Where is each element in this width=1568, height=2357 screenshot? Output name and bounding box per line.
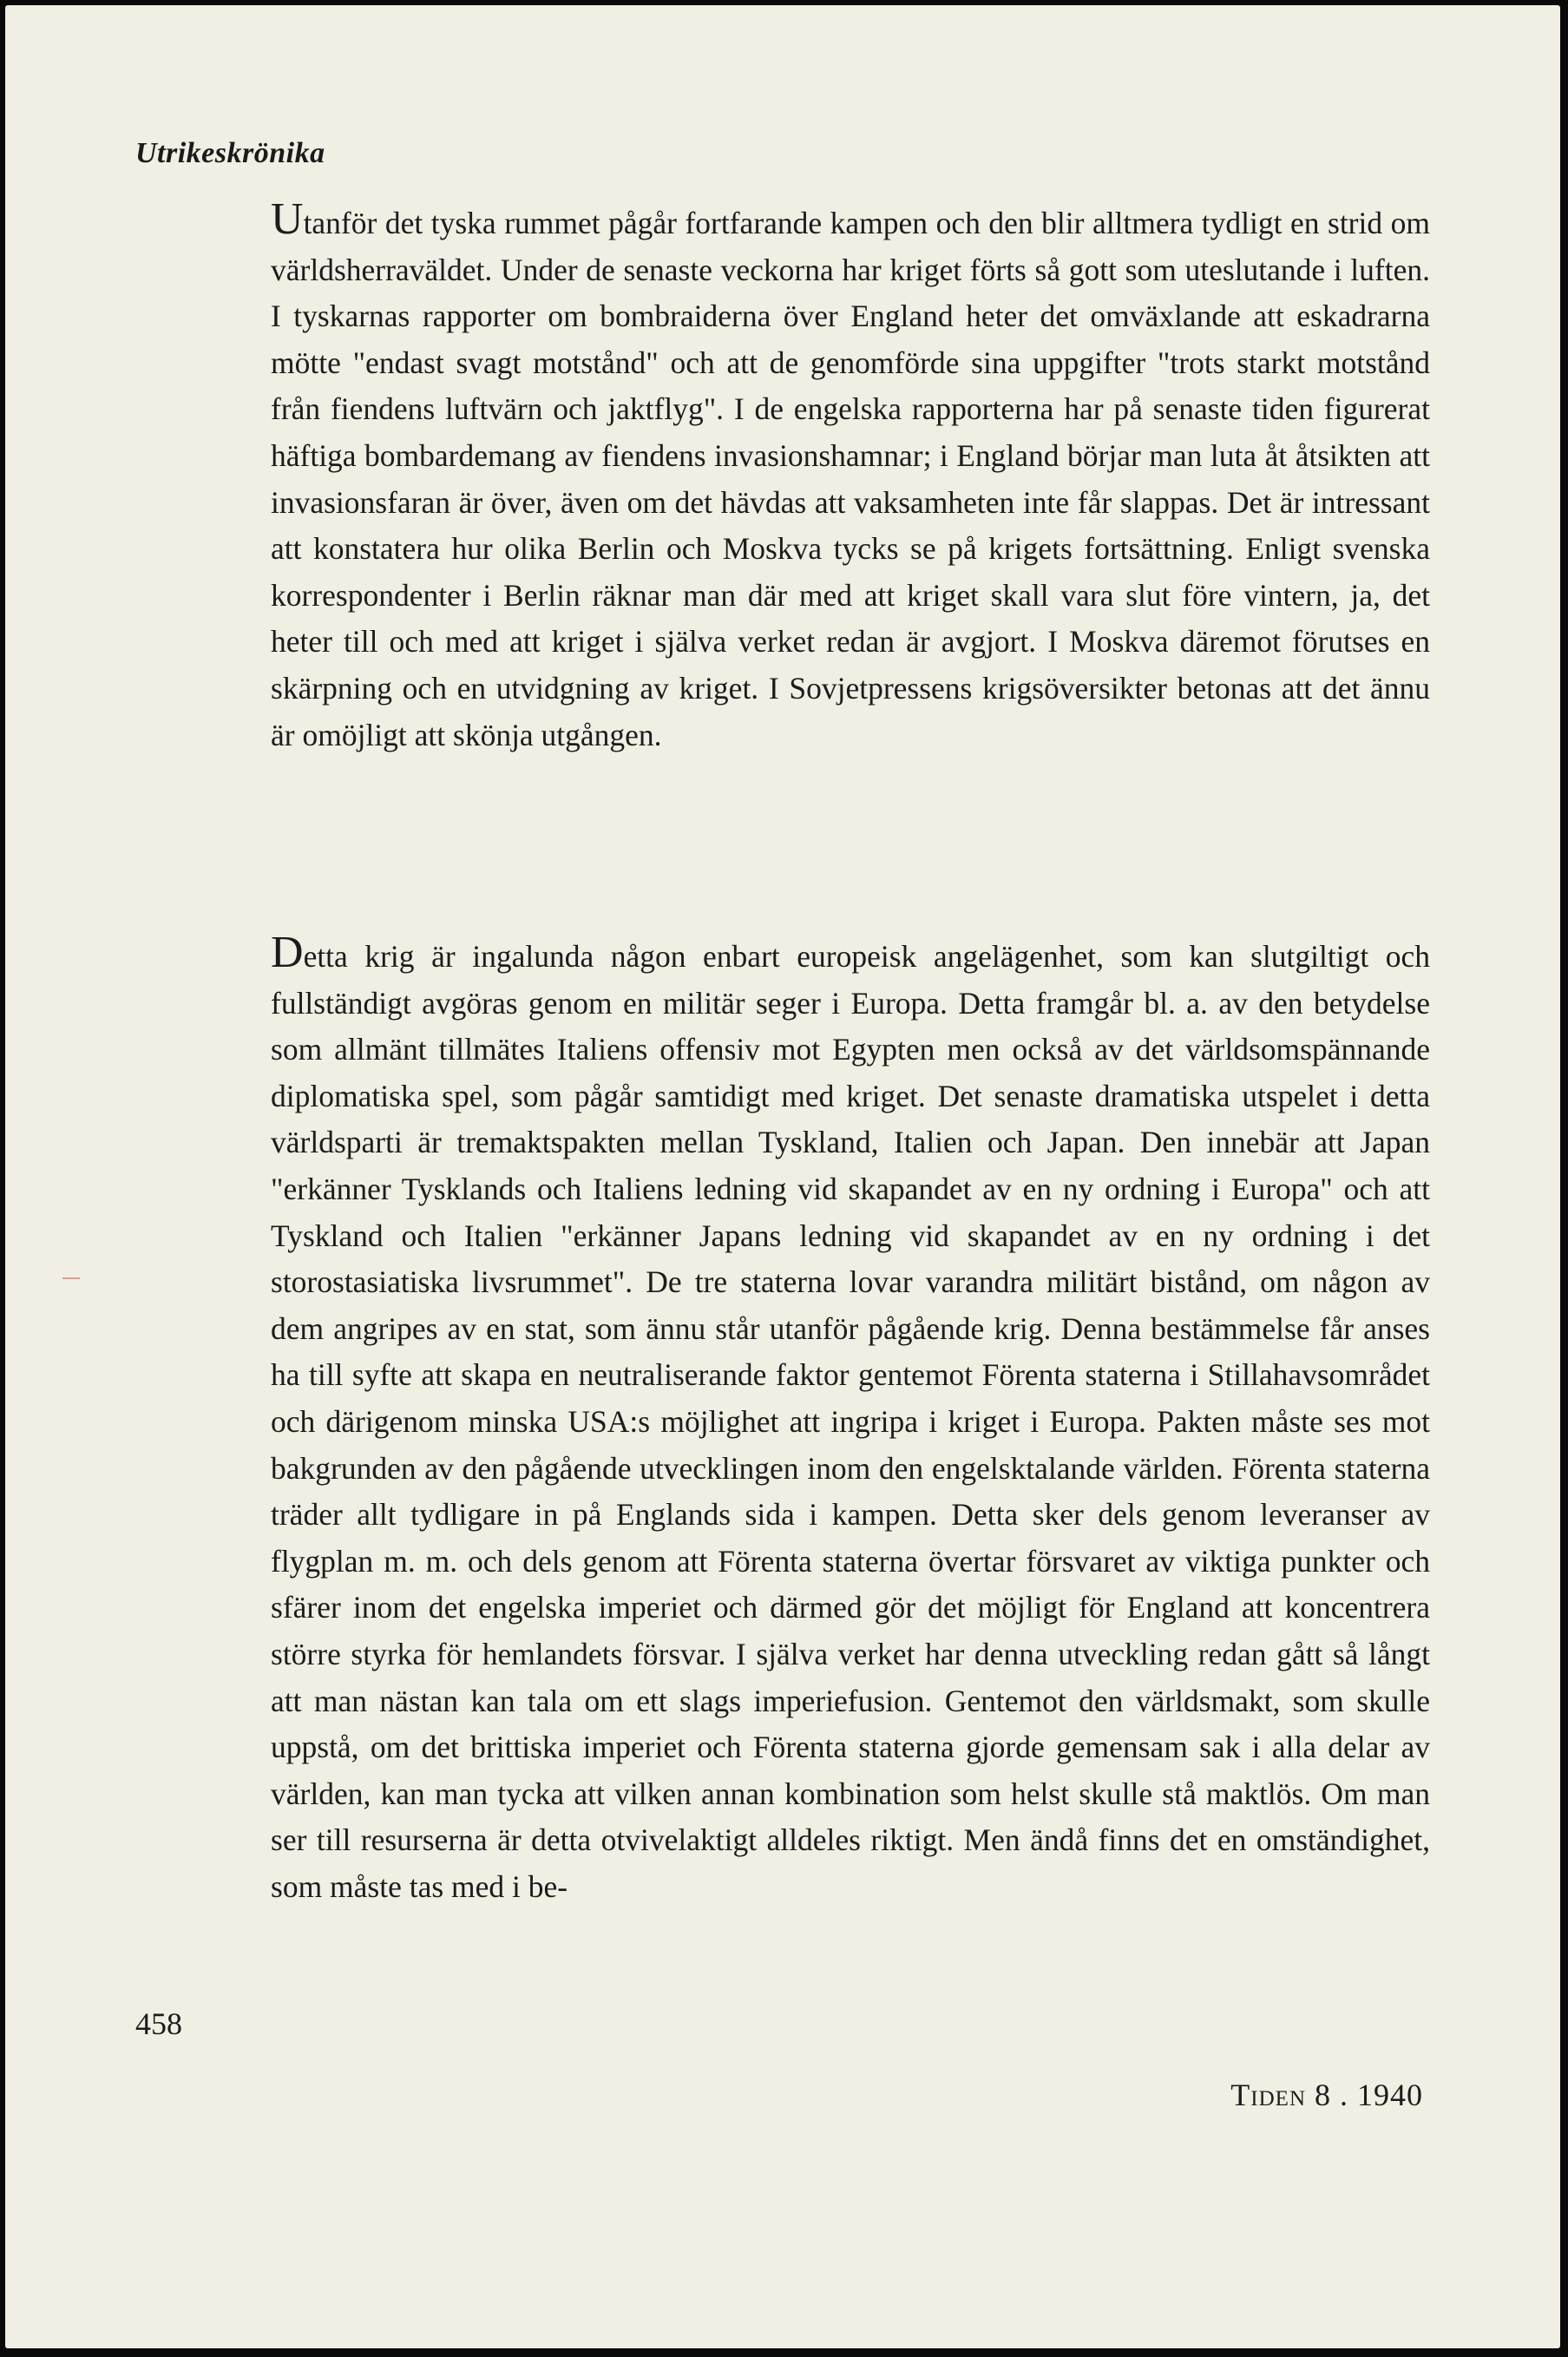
- journal-name: Tiden: [1230, 2078, 1306, 2112]
- issue-year: 1940: [1357, 2078, 1423, 2112]
- paragraph-text: tanför det tyska rummet pågår fortfarande kampen och den blir alltmera tydligt en strid om världsherraväldet. Under de senaste veckorna har kriget förts så gott som uteslutande i luften. I tyskarnas rapporter om bombraiderna över England heter det omväxlande att eskadrarna mötte "endast svagt motstånd" och att de genomförde sina uppgifter "trots starkt motstånd från fiendens luftvärn och jaktflyg". I de engelska rapporterna har på senaste tiden figurerat häftiga bombardemang av fiendens invasionshamnar; i England börjar man luta åt åtsikten att invasionsfaran är över, även om det hävdas att vaksamheten inte får slappas. Det är intressant att konstatera hur olika Berlin och Moskva tycks se på krigets fortsättning. Enligt svenska korrespondenter i Berlin räknar man där med att kriget skall vara slut före vintern, ja, det heter till och med att kriget i själva verket redan är avgjort. I Moskva däremot förutses en skärpning och en utvidgning av kriget. I Sovjetpressens krigsöversikter betonas att det ännu är omöjligt att skönja utgången.: [271, 206, 1430, 752]
- margin-mark: [62, 1277, 80, 1279]
- page-number: 458: [135, 2006, 182, 2041]
- issue-number: 8: [1315, 2078, 1331, 2112]
- drop-initial: D: [271, 928, 304, 977]
- drop-initial: U: [271, 194, 304, 244]
- paragraph-1: [271, 194, 1430, 758]
- journal-issue-line: [1230, 2077, 1423, 2113]
- section-label: Utrikeskrönika: [135, 137, 325, 169]
- issue-separator: .: [1340, 2078, 1348, 2112]
- document-page: [5, 5, 1560, 2348]
- paragraph-text: etta krig är ingalunda någon enbart europeisk angelägenhet, som kan slutgiltigt och fullständigt avgöras genom en militär seger i Europa. Detta framgår bl. a. av den betydelse som allmänt tillmätes Italiens offensiv mot Egypten men också av det världsomspännande diplomatiska spel, som pågår samtidigt med kriget. Det senaste dramatiska utspelet i detta världsparti är tremaktspakten mellan Tyskland, Italien och Japan. Den innebär att Japan "erkänner Tysklands och Italiens ledning vid skapandet av en ny ordning i Europa" och att Tyskland och Italien "erkänner Japans ledning vid skapandet av en ny ordning i det storostasiatiska livsrummet". De tre staterna lovar varandra militärt bistånd, om någon av dem angripes av en stat, som ännu står utanför pågående krig. Denna bestämmelse får anses ha till syfte att skapa en neutraliserande faktor gentemot Förenta staterna i Stillahavsområdet och därigenom minska USA:s möjlighet att ingripa i kriget i Europa. Pakten måste ses mot bakgrunden av den pågående utvecklingen inom den engelsktalande världen. Förenta staterna träder allt tydligare in på Englands sida i kampen. Detta sker dels genom leveranser av flygplan m. m. och dels genom att Förenta staterna övertar försvaret av viktiga punkter och sfärer inom det engelska imperiet och därmed gör det möjligt för England att koncentrera större styrka för hemlandets försvar. I själva verket har denna utveckling redan gått så långt att man nästan kan tala om ett slags imperiefusion. Gentemot den världsmakt, som skulle uppstå, om det brittiska imperiet och Förenta staterna gjorde gemensam sak i alla delar av världen, kan man tycka att vilken annan kombination som helst skulle stå maktlös. Om man ser till resurserna är detta otvivelaktigt alldeles riktigt. Men ändå finns det en omständighet, som måste tas med i be-: [271, 939, 1430, 1904]
- paragraph-2: [271, 928, 1430, 1910]
